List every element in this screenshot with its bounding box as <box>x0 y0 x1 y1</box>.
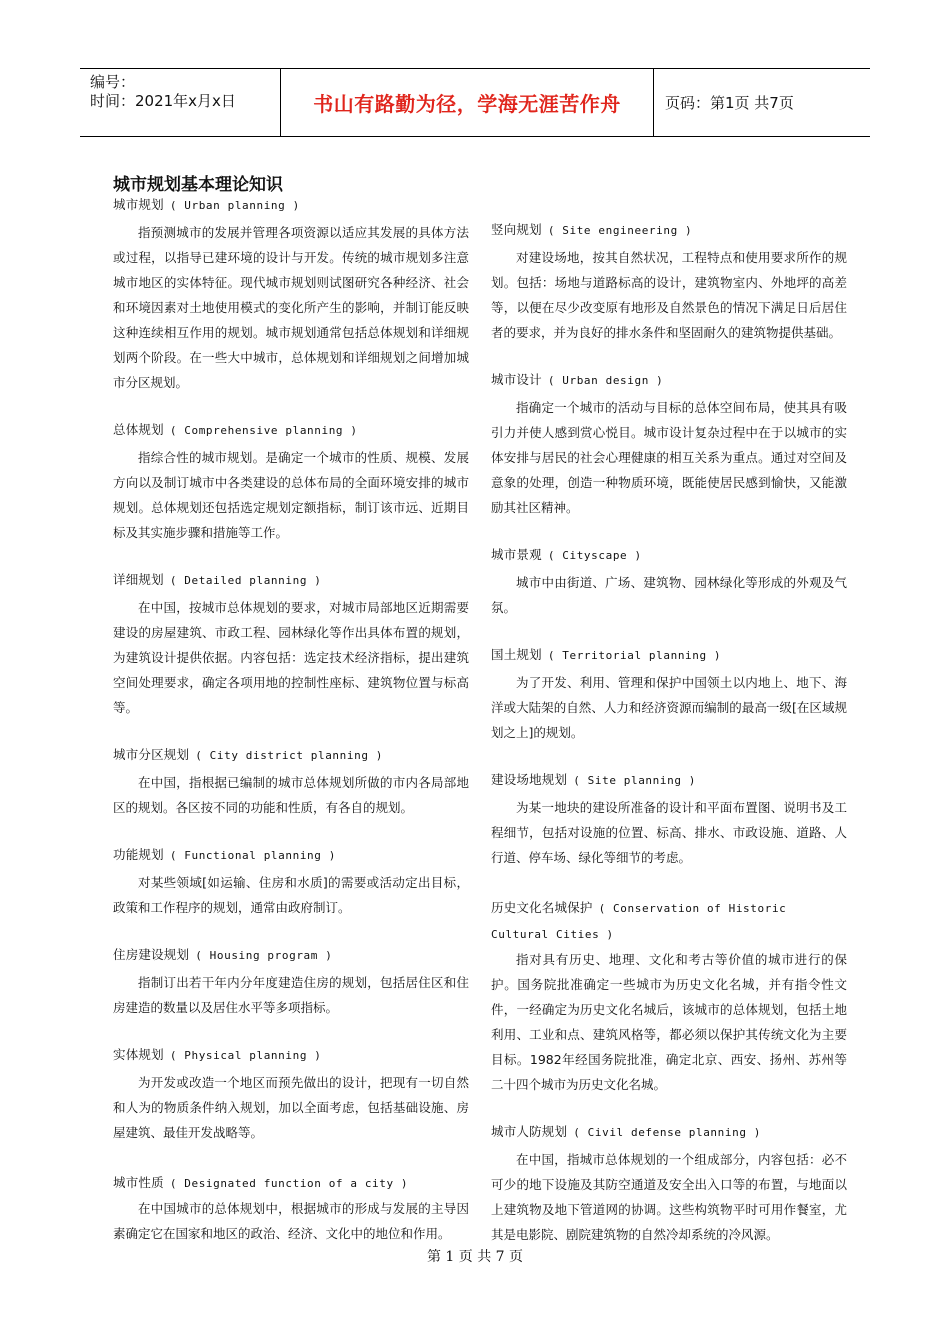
entry-term-line <box>491 545 847 564</box>
glossary-entry <box>491 895 847 1097</box>
entry-definition: 城市中由街道、广场、建筑物、园林绿化等形成的外观及气氛。 <box>491 575 847 615</box>
entry-term-line <box>491 370 847 389</box>
entry-term-english: ( Physical planning ) <box>169 1049 322 1062</box>
entry-term-line <box>113 420 469 439</box>
entry-term: 历史文化名城保护 <box>491 900 593 915</box>
entry-term: 总体规划 <box>113 422 164 437</box>
entry-term-line <box>491 1122 847 1141</box>
entry-definition: 为了开发、利用、管理和保护中国领土以内地上、地下、海洋或大陆架的自然、人力和经济资源而编制的最高一级[在区域规划之上]的规划。 <box>491 675 847 740</box>
entry-term-line <box>113 745 469 764</box>
header-page-cell <box>654 69 870 136</box>
header-number-label: 编号： <box>90 73 136 91</box>
entry-term-english: ( Site engineering ) <box>547 224 693 237</box>
page-footer: 第 1 页 共 7 页 <box>426 1249 524 1265</box>
header-motto-cell <box>281 69 654 136</box>
entry-term-english: ( City district planning ) <box>195 749 383 762</box>
glossary-entry <box>113 945 469 1020</box>
document-title: 城市规划基本理论知识 <box>113 175 283 195</box>
entry-term-line <box>491 220 847 239</box>
entry-term: 城市性质 <box>113 1175 164 1190</box>
glossary-entry <box>113 1045 469 1145</box>
right-column <box>491 220 847 1272</box>
entry-term-line <box>113 845 469 864</box>
glossary-entry <box>491 1122 847 1247</box>
entry-term: 功能规划 <box>113 847 164 862</box>
entry-term: 竖向规划 <box>491 222 542 237</box>
entry-definition: 指制订出若干年内分年度建造住房的规划，包括居住区和住房建造的数量以及居住水平等多项指标。 <box>113 975 469 1015</box>
entry-definition: 指确定一个城市的活动与目标的总体空间布局，使其具有吸引力并使人感到赏心悦目。城市设计复杂过程中在于以城市的实体安排与居民的社会心理健康的相互关系为重点。通过对空间及意象的处理，创造一种物质环境，既能使居民感到愉快，又能激励其社区精神。 <box>491 400 847 515</box>
glossary-entry <box>491 545 847 620</box>
entry-definition: 在中国，按城市总体规划的要求，对城市局部地区近期需要建设的房屋建筑、市政工程、园林绿化等作出具体布置的规划，为建筑设计提供依据。内容包括：选定技术经济指标，提出建筑空间处理要求，确定各项用地的控制性座标、建筑物位置与标高等。 <box>113 600 469 715</box>
entry-definition: 在中国，指根据已编制的城市总体规划所做的市内各局部地区的规划。各区按不同的功能和性质，有各自的规划。 <box>113 775 469 815</box>
entry-term: 实体规划 <box>113 1047 164 1062</box>
entry-term-english: ( Territorial planning ) <box>547 649 722 662</box>
entry-term-line <box>113 1170 469 1196</box>
entry-term-line <box>491 770 847 789</box>
entry-term-english: ( Conservation of Historic Cultural Cities ) <box>491 902 787 941</box>
entry-definition: 指预测城市的发展并管理各项资源以适应其发展的具体方法或过程，以指导已建环境的设计与开发。传统的城市规划多注意城市地区的实体特征。现代城市规划则试图研究各种经济、社会和环境因素对土地使用模式的变化所产生的影响，并制订能反映这种连续相互作用的规划。城市规划通常包括总体规划和详细规划两个阶段。在一些大中城市，总体规划和详细规划之间增加城市分区规划。 <box>113 225 469 390</box>
entry-definition: 指综合性的城市规划。是确定一个城市的性质、规模、发展方向以及制订城市中各类建设的总体布局的全面环境安排的城市规划。总体规划还包括选定规划定额指标，制订该市远、近期目标及其实施步骤和措施等工作。 <box>113 450 469 540</box>
document-header <box>80 68 870 137</box>
entry-term-english: ( Functional planning ) <box>169 849 336 862</box>
entry-term-english: ( Comprehensive planning ) <box>169 424 358 437</box>
header-motto: 书山有路勤为径，学海无涯苦作舟 <box>313 92 621 116</box>
glossary-entry <box>113 570 469 720</box>
entry-term-english: ( Site planning ) <box>573 774 696 787</box>
glossary-entry <box>113 1170 469 1246</box>
entry-term: 建设场地规划 <box>491 772 568 787</box>
entry-definition: 对建设场地，按其自然状况，工程特点和使用要求所作的规划。包括：场地与道路标高的设计，建筑物室内、外地坪的高差等，以便在尽少改变原有地形及自然景色的情况下满足日后居住者的要求，并为良好的排水条件和坚固耐久的建筑物提供基础。 <box>491 250 847 340</box>
glossary-entry <box>491 220 847 345</box>
entry-term-line <box>491 895 847 947</box>
entry-term-english: ( Housing program ) <box>195 949 333 962</box>
entry-definition: 在中国，指城市总体规划的一个组成部分，内容包括：必不可少的地下设施及其防空通道及安全出入口等的布置，与地面以上建筑物及地下管道网的协调。这些构筑物平时可用作餐室，尤其是电影院、剧院建筑物的自然冷却系统的冷风源。 <box>491 1152 847 1242</box>
header-page-label: 页码：第1页 共7页 <box>665 94 794 112</box>
entry-term-english: ( Designated function of a city ) <box>169 1177 409 1190</box>
entry-term: 城市景观 <box>491 547 542 562</box>
entry-term-english: ( Civil defense planning ) <box>573 1126 761 1139</box>
entry-term: 城市设计 <box>491 372 542 387</box>
entry-term: 详细规划 <box>113 572 164 587</box>
entry-term: 国土规划 <box>491 647 542 662</box>
entry-definition: 指对具有历史、地理、文化和考古等价值的城市进行的保护。国务院批准确定一些城市为历史文化名城，并有指令性文件，一经确定为历史文化名城后，该城市的总体规划，包括土地利用、工业和点、建筑风格等，都必须以保护其传统文化为主要目标。1982年经国务院批准，确定北京、西安、扬州、苏州等二十四个城市为历史文化名城。 <box>491 952 847 1092</box>
entry-term: 住房建设规划 <box>113 947 190 962</box>
header-meta-cell <box>80 69 281 136</box>
entry-term-english: ( Urban planning ) <box>169 199 300 212</box>
entry-term-english: ( Urban design ) <box>547 374 664 387</box>
entry-term-line <box>491 645 847 664</box>
glossary-entry <box>491 770 847 870</box>
left-column <box>113 195 469 1271</box>
entry-term-english: ( Cityscape ) <box>547 549 642 562</box>
entry-term-line <box>113 570 469 589</box>
glossary-entry <box>113 845 469 920</box>
entry-term: 城市分区规划 <box>113 747 190 762</box>
glossary-entry <box>113 745 469 820</box>
entry-definition: 为某一地块的建设所准备的设计和平面布置图、说明书及工程细节，包括对设施的位置、标高、排水、市政设施、道路、人行道、停车场、绿化等细节的考虑。 <box>491 800 847 865</box>
entry-term: 城市人防规划 <box>491 1124 568 1139</box>
glossary-entry <box>491 370 847 520</box>
glossary-entry <box>491 645 847 745</box>
entry-term-line <box>113 945 469 964</box>
entry-term-line <box>113 195 469 214</box>
entry-term: 城市规划 <box>113 197 164 212</box>
entry-definition: 为开发或改造一个地区而预先做出的设计，把现有一切自然和人为的物质条件纳入规划，加以全面考虑，包括基础设施、房屋建筑、最佳开发战略等。 <box>113 1075 469 1140</box>
entry-term-line <box>113 1045 469 1064</box>
header-time-label: 时间：2021年x月x日 <box>90 92 236 110</box>
glossary-entry <box>113 420 469 545</box>
entry-definition: 对某些领域[如运输、住房和水质]的需要或活动定出目标，政策和工作程序的规划，通常由政府制订。 <box>113 875 469 915</box>
entry-definition: 在中国城市的总体规划中，根据城市的形成与发展的主导因素确定它在国家和地区的政治、经济、文化中的地位和作用。 <box>113 1201 469 1241</box>
glossary-entry <box>113 195 469 395</box>
entry-term-english: ( Detailed planning ) <box>169 574 322 587</box>
